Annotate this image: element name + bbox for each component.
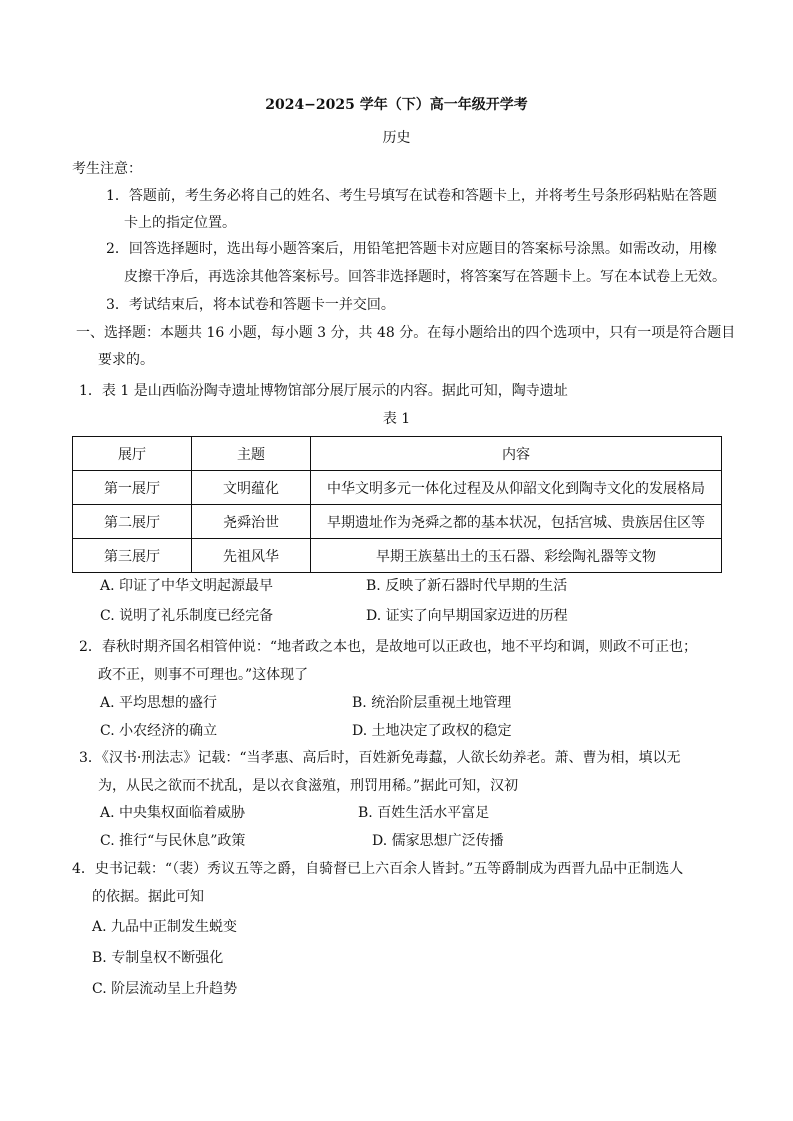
notice-item-3: 3．考试结束后，将本试卷和答题卡一并交回。: [106, 297, 395, 313]
table-cell: 早期遗址作为尧舜之都的基本状况，包括宫城、贵族居住区等: [311, 505, 722, 539]
table-cell: 第一展厅: [73, 471, 192, 505]
table-cell: 早期王族墓出土的玉石器、彩绘陶礼器等文物: [311, 539, 722, 573]
notice-item-2: 2．回答选择题时，选出每小题答案后，用铅笔把答题卡对应题目的答案标号涂黑。如需改动，用橡: [106, 241, 717, 257]
table-header-cell: 主题: [192, 437, 311, 471]
table-cell: 文明蕴化: [192, 471, 311, 505]
section-heading-cont: 要求的。: [98, 352, 154, 368]
q3-option-d: D. 儒家思想广泛传播: [372, 833, 504, 849]
section-heading: 一、选择题：本题共 16 小题，每小题 3 分，共 48 分。在每小题给出的四个选项中，只有一项是符合题目: [76, 325, 736, 341]
q2-stem: 2．春秋时期齐国名相管仲说：“地者政之本也，是故地可以正政也，地不平均和调，则政不可正也；: [79, 639, 698, 655]
table-cell: 尧舜治世: [192, 505, 311, 539]
q1-stem: 1．表 1 是山西临汾陶寺遗址博物馆部分展厅展示的内容。据此可知，陶寺遗址: [79, 383, 568, 399]
table-cell: 第二展厅: [73, 505, 192, 539]
q2-option-d: D. 土地决定了政权的稳定: [352, 723, 512, 739]
table-header-row: [73, 437, 722, 471]
q3-option-a: A. 中央集权面临着威胁: [100, 805, 246, 821]
q4-stem-cont: 的依据。据此可知: [92, 889, 204, 905]
table-header-cell: 展厅: [73, 437, 192, 471]
table-header-cell: 内容: [311, 437, 722, 471]
q3-stem-cont: 为，从民之欲而不扰乱，是以衣食滋殖，刑罚用稀。”据此可知，汉初: [98, 778, 519, 794]
exhibit-table: [72, 436, 722, 573]
exam-title: 2024−2025 学年（下）高一年级开学考: [265, 97, 528, 113]
table-row: [73, 471, 722, 505]
q2-option-c: C. 小农经济的确立: [100, 723, 218, 739]
q1-option-a: A. 印证了中华文明起源最早: [100, 578, 274, 594]
table-cell: 第三展厅: [73, 539, 192, 573]
q2-option-a: A. 平均思想的盛行: [100, 695, 218, 711]
exam-subject: 历史: [382, 130, 411, 146]
q2-stem-cont: 政不正，则事不可理也。”这体现了: [98, 667, 309, 683]
table-row: [73, 505, 722, 539]
q4-stem: 4．史书记载：“（裴）秀议五等之爵，自骑督已上六百余人皆封。”五等爵制成为西晋九品中正制选人: [72, 861, 684, 877]
table-row: [73, 539, 722, 573]
q3-stem: 3．《汉书·刑法志》记载：“当孝惠、高后时，百姓新免毒蠚，人欲长幼养老。萧、曹为相，填以无: [79, 750, 681, 766]
table-cell: 中华文明多元一体化过程及从仰韶文化到陶寺文化的发展格局: [311, 471, 722, 505]
q1-option-c: C. 说明了礼乐制度已经完备: [100, 608, 274, 624]
table-caption: 表 1: [382, 411, 411, 427]
notice-item-1: 1．答题前，考生务必将自己的姓名、考生号填写在试卷和答题卡上，并将考生号条形码粘贴在答题: [106, 188, 717, 204]
q1-option-d: D. 证实了向早期国家迈进的历程: [366, 608, 568, 624]
q3-option-c: C. 推行“与民休息”政策: [100, 833, 246, 849]
table-cell: 先祖风华: [192, 539, 311, 573]
q4-option-a: A. 九品中正制发生蜕变: [92, 919, 238, 935]
notice-item-1-cont: 卡上的指定位置。: [124, 215, 236, 231]
notice-heading: 考生注意：: [72, 161, 142, 177]
notice-item-2-cont: 皮擦干净后，再选涂其他答案标号。回答非选择题时，将答案写在答题卡上。写在本试卷上无效。: [124, 269, 726, 285]
q1-option-b: B. 反映了新石器时代早期的生活: [366, 578, 568, 594]
q2-option-b: B. 统治阶层重视土地管理: [352, 695, 512, 711]
q3-option-b: B. 百姓生活水平富足: [358, 805, 490, 821]
q4-option-c: C. 阶层流动呈上升趋势: [92, 981, 238, 997]
q4-option-b: B. 专制皇权不断强化: [92, 950, 224, 966]
